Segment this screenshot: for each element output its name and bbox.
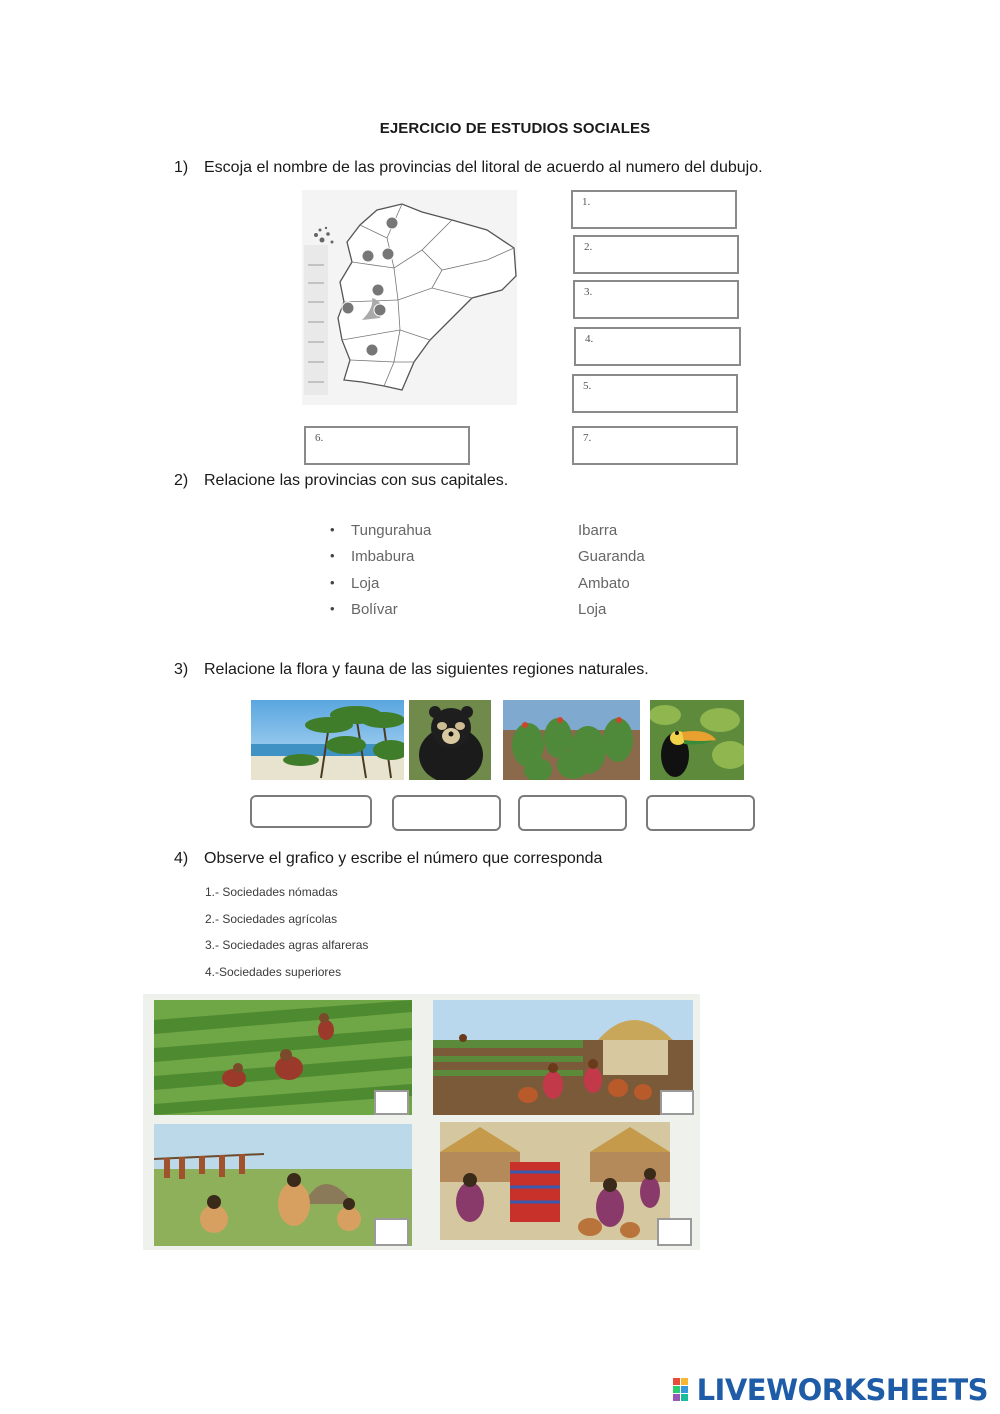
province-answer-box-2[interactable] xyxy=(573,235,739,274)
question-4 xyxy=(174,850,874,870)
bullet-icon: • xyxy=(330,522,335,537)
toucan-photo xyxy=(650,700,744,780)
box-number: 3. xyxy=(584,286,593,298)
province-answer-box-1[interactable] xyxy=(571,190,737,229)
logo-text: LIVEWORKSHEETS xyxy=(696,1373,988,1407)
province-name: Tungurahua xyxy=(351,522,432,539)
province-name: Loja xyxy=(351,575,380,592)
scene-answer-box-2[interactable] xyxy=(660,1090,694,1115)
society-item: 1.- Sociedades nómadas xyxy=(205,885,338,899)
region-answer-box-2[interactable] xyxy=(392,795,501,831)
box-number: 1. xyxy=(582,196,591,208)
box-number: 4. xyxy=(585,333,594,345)
bullet-icon: • xyxy=(330,575,335,590)
beach-palms-photo xyxy=(251,700,404,780)
region-answer-box-3[interactable] xyxy=(518,795,627,831)
capital-name: Ambato xyxy=(578,575,630,592)
question-3 xyxy=(174,661,874,681)
province-answer-box-5[interactable] xyxy=(572,374,738,413)
cactus-photo xyxy=(503,700,640,780)
question-text: Relacione la flora y fauna de las siguientes regiones naturales. xyxy=(204,661,649,678)
society-item: 2.- Sociedades agrícolas xyxy=(205,912,338,926)
bullet-icon: • xyxy=(330,601,335,616)
ecuador-map xyxy=(302,190,517,405)
society-item: 3.- Sociedades agras alfareras xyxy=(205,938,369,952)
question-text: Relacione las provincias con sus capitales. xyxy=(204,472,509,489)
question-number: 2) xyxy=(174,472,189,489)
region-answer-box-4[interactable] xyxy=(646,795,755,831)
capital-name: Loja xyxy=(578,601,607,618)
pottery-village-scene xyxy=(433,1000,693,1115)
province-answer-box-3[interactable] xyxy=(573,280,739,319)
question-1 xyxy=(174,159,874,179)
liveworksheets-logo-icon xyxy=(673,1378,697,1402)
question-text: Observe el grafico y escribe el número que corresponda xyxy=(204,850,603,867)
spectacled-bear-photo xyxy=(409,700,491,780)
liveworksheets-logo xyxy=(673,1372,988,1408)
scene-answer-box-3[interactable] xyxy=(374,1218,409,1246)
page-title: EJERCICIO DE ESTUDIOS SOCIALES xyxy=(379,120,651,137)
province-answer-box-4[interactable] xyxy=(574,327,741,366)
capital-name: Guaranda xyxy=(578,548,645,565)
box-number: 2. xyxy=(584,241,593,253)
question-number: 1) xyxy=(174,159,189,176)
bullet-icon: • xyxy=(330,548,335,563)
province-answer-box-7[interactable] xyxy=(572,426,738,465)
region-answer-box-1[interactable] xyxy=(250,795,372,828)
question-number: 3) xyxy=(174,661,189,678)
province-name: Imbabura xyxy=(351,548,415,565)
scene-answer-box-4[interactable] xyxy=(657,1218,692,1246)
question-number: 4) xyxy=(174,850,189,867)
capital-name: Ibarra xyxy=(578,522,618,539)
province-name: Bolívar xyxy=(351,601,398,618)
box-number: 5. xyxy=(583,380,592,392)
question-2 xyxy=(174,472,874,492)
society-item: 4.-Sociedades superiores xyxy=(205,965,342,979)
textile-market-scene xyxy=(440,1122,670,1240)
province-item xyxy=(330,575,530,595)
province-item xyxy=(330,601,530,621)
box-number: 6. xyxy=(315,432,324,444)
question-text: Escoja el nombre de las provincias del litoral de acuerdo al numero del dubujo. xyxy=(204,159,763,176)
province-item xyxy=(330,522,530,542)
scene-answer-box-1[interactable] xyxy=(374,1090,409,1115)
box-number: 7. xyxy=(583,432,592,444)
province-answer-box-6[interactable] xyxy=(304,426,470,465)
province-item xyxy=(330,548,530,568)
